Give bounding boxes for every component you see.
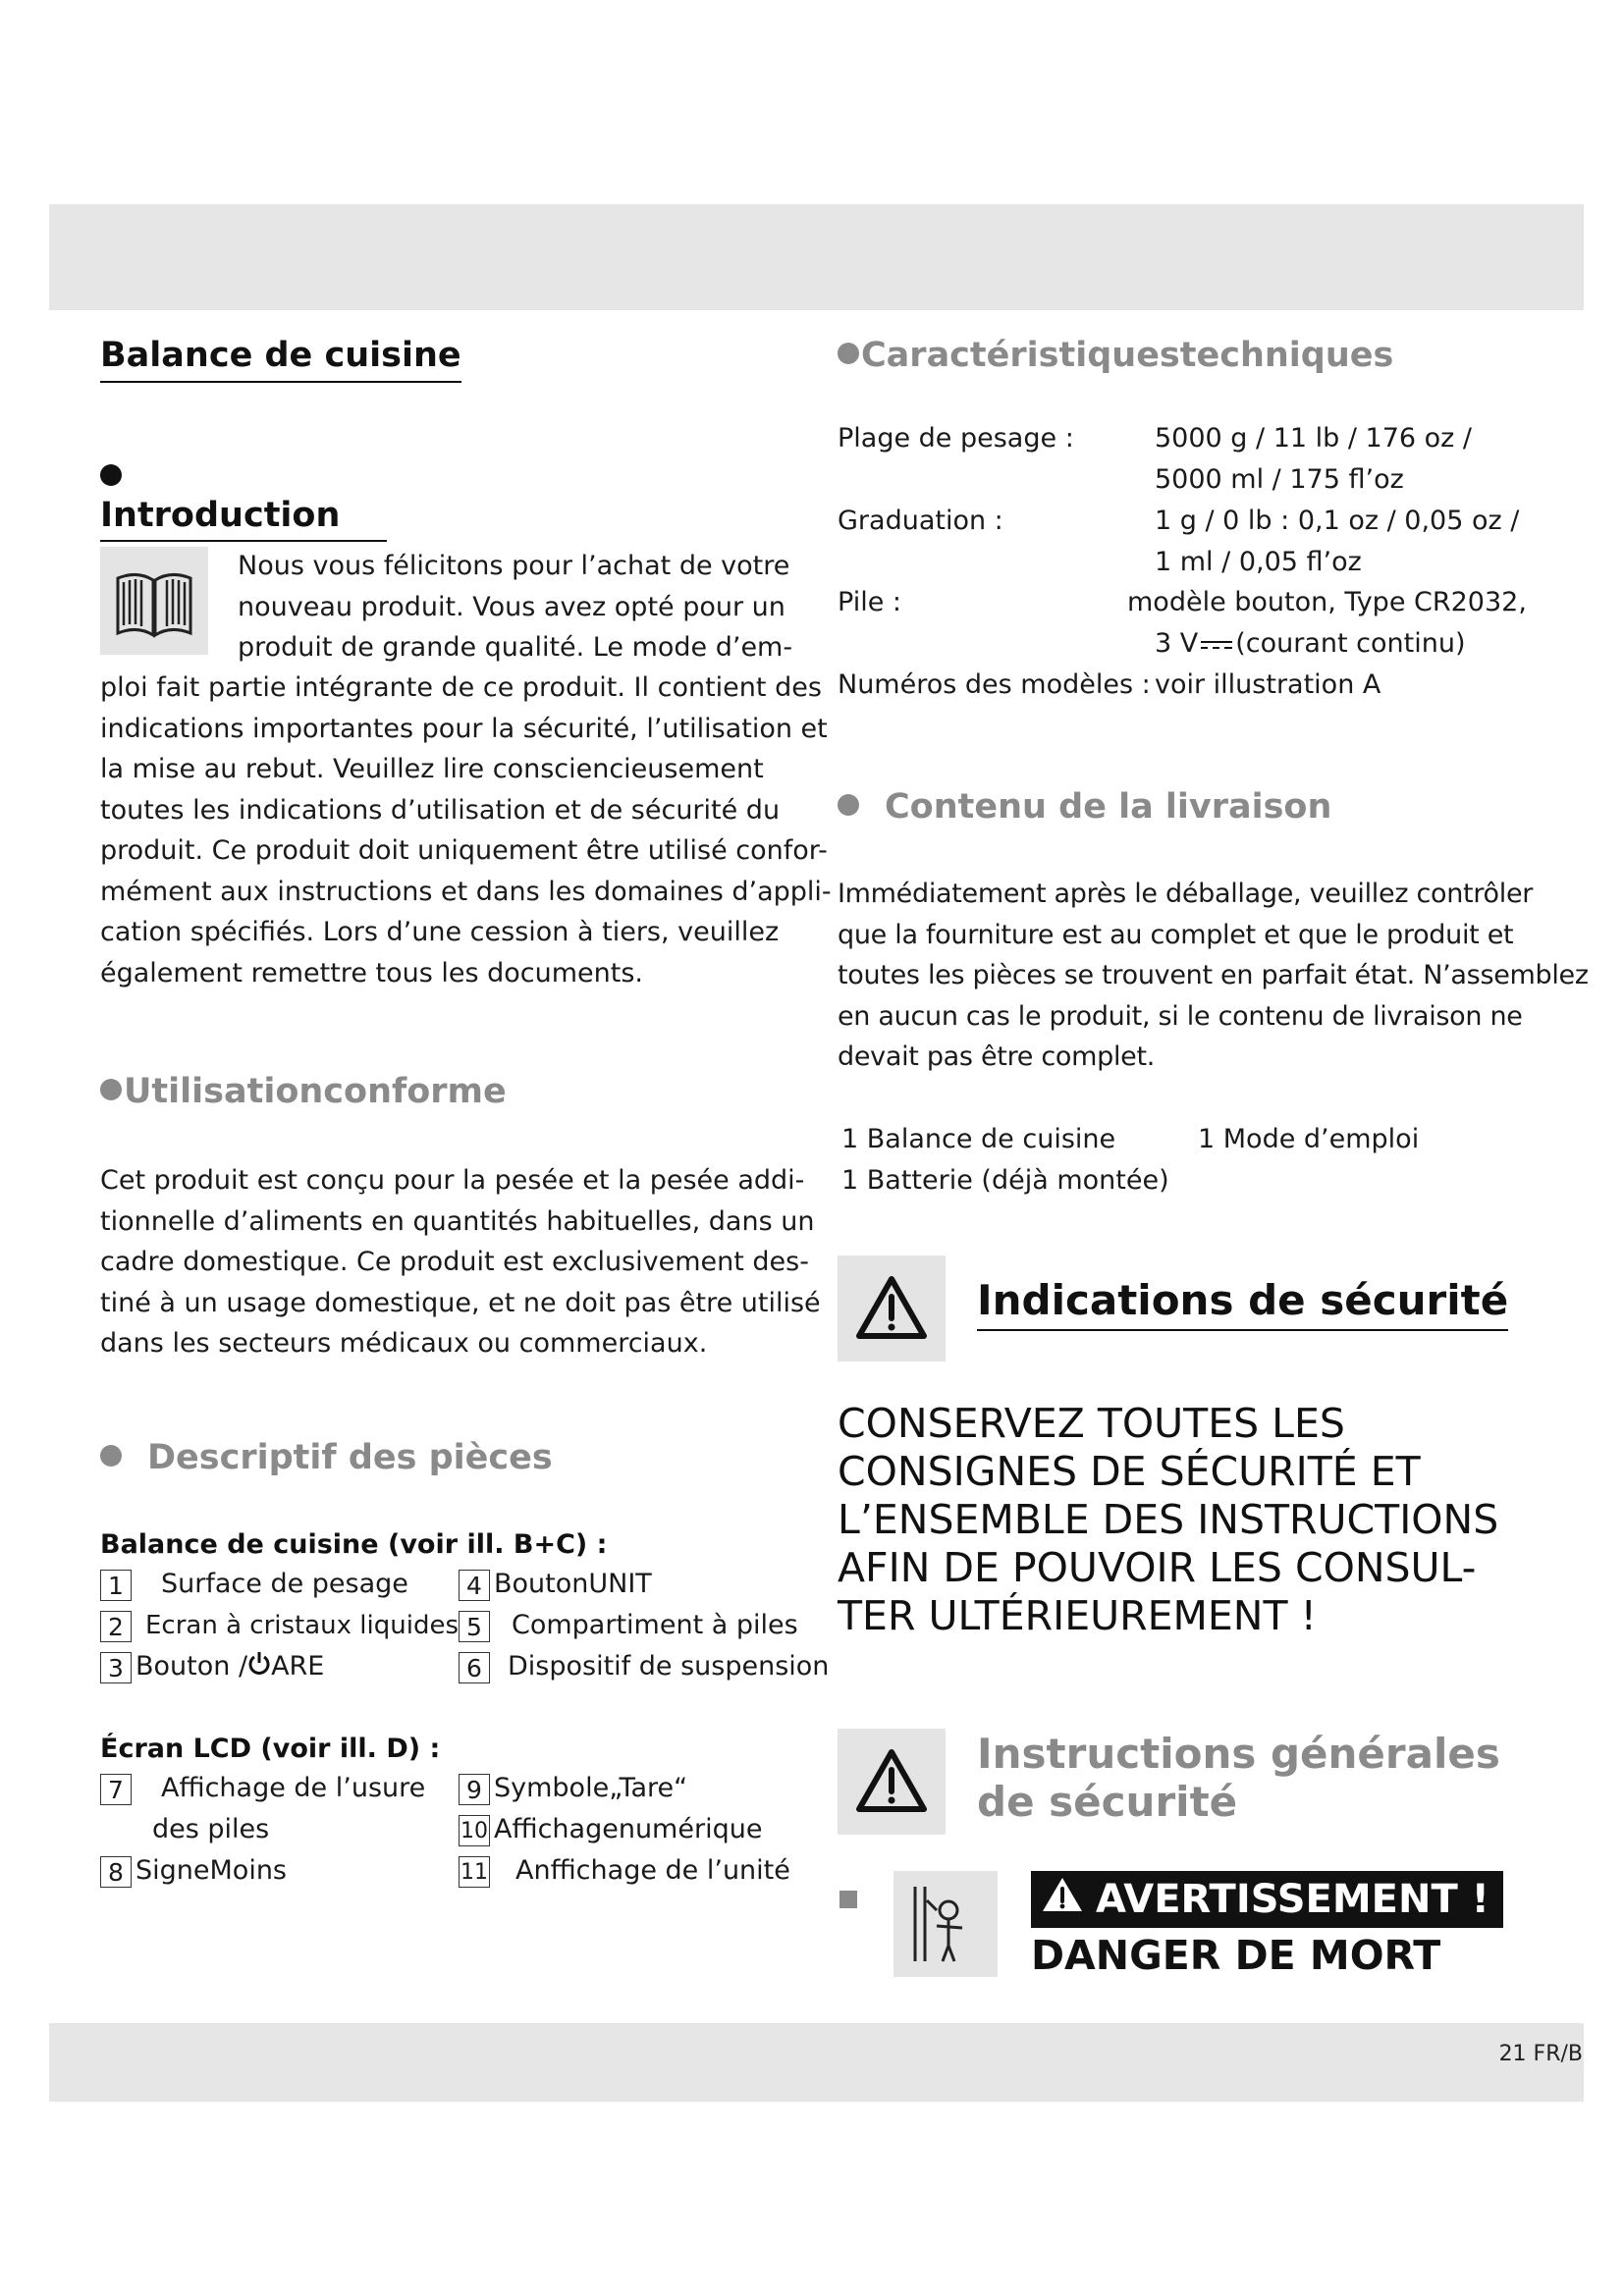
- part-item: 2 Ecran à cristaux liquides: [100, 1610, 459, 1642]
- spec-value: 5000 ml / 175 fl’oz: [1155, 464, 1404, 495]
- part-item: 10 Affichagenumérique: [460, 1814, 763, 1844]
- part-item: 4 BoutonUNIT: [459, 1569, 652, 1601]
- child-warning-icon: [893, 1871, 998, 1977]
- part-item: 8 SigneMoins: [100, 1855, 287, 1888]
- securite-caps-text: CONSERVEZ TOUTES LES CONSIGNES DE SÉCURITÉ ET L’ENSEMBLE DES INSTRUCTIONS AFIN DE POUVOIR LES CONSUL- TER ULTÉRIEUREMENT !: [838, 1400, 1499, 1639]
- header-band: [49, 204, 1584, 310]
- spec-label: Pile :: [838, 587, 901, 617]
- securite-heading: Indications de sécurité: [977, 1278, 1508, 1331]
- spec-value: voir illustration A: [1155, 669, 1381, 700]
- contenu-text: Immédiatement après le déballage, veuillez contrôler que la fourniture est au complet et que le produit et toutes les pièces se trouvent en parfait état. N’assemblez en aucun cas le produit, si le contenu de livraison ne devait pas être complet.: [838, 879, 1589, 1072]
- bullet-icon: [100, 464, 122, 486]
- spec-value: 3 V (courant continu): [1155, 628, 1466, 659]
- intro-text: ploi fait partie intégrante de ce produit. Il contient des indications importantes pour la sécurité, l’utilisation et la mise au rebut. Veuillez lire consciencieusement toutes les indications d’utilisation et de sécurité du produit. Ce produit doit uniquement être utilisé confor- mément aux instructions et dans les domaines d’appli- cation spécifiés. Lors d’une cession à tiers, veuillez également remettre tous les documents.: [100, 672, 832, 988]
- list-item: 1 Balance de cuisine: [841, 1124, 1116, 1154]
- balance-subheading: Balance de cuisine (voir ill. B+C) :: [100, 1529, 608, 1560]
- dc-current-icon: [1200, 629, 1233, 660]
- bullet-icon: [838, 343, 859, 364]
- lcd-subheading: Écran LCD (voir ill. D) :: [100, 1734, 441, 1764]
- contenu-items: [841, 1119, 1169, 1201]
- footer-band: [49, 2023, 1584, 2102]
- page-number: 21 FR/B: [1498, 2042, 1583, 2066]
- document-title: Balance de cuisine: [100, 337, 461, 383]
- warning-triangle-icon: [838, 1255, 946, 1362]
- spec-value: modèle bouton, Type CR2032,: [1127, 587, 1527, 617]
- contenu-heading: Contenu de la livraison: [838, 788, 1331, 827]
- descriptif-heading: Descriptif des pièces: [100, 1439, 553, 1477]
- part-item-continuation: des piles: [152, 1814, 270, 1844]
- part-item: 7 Affichage de l’usure: [100, 1773, 425, 1805]
- specs-heading: Caractéristiquestechniques: [838, 337, 1393, 375]
- spec-value: 1 g / 0 lb : 0,1 oz / 0,05 oz /: [1155, 506, 1520, 536]
- danger-text: DANGER DE MORT: [1031, 1932, 1441, 1979]
- part-item: 11 Anffichage de l’unité: [460, 1855, 790, 1886]
- power-icon: [247, 1651, 271, 1683]
- spec-label: Plage de pesage :: [838, 423, 1074, 454]
- spec-label: Graduation :: [838, 506, 1003, 536]
- spec-value: 1 ml / 0,05 fl’oz: [1155, 547, 1362, 577]
- list-item: 1 Batterie (déjà montée): [841, 1164, 1169, 1196]
- grey-square-bullet: [839, 1891, 857, 1908]
- book-icon: [100, 547, 208, 655]
- warning-triangle-icon: [1041, 1873, 1084, 1930]
- part-item: 6 Dispositif de suspension: [459, 1651, 829, 1683]
- avertissement-label: AVERTISSEMENT !: [1031, 1871, 1503, 1928]
- part-item: 3 Bouton / ARE: [100, 1651, 324, 1683]
- bullet-icon: [100, 1079, 122, 1100]
- bullet-icon: [838, 794, 859, 816]
- part-item: 9 Symbole„Tare“: [459, 1773, 687, 1805]
- introduction-heading: Introduction: [100, 458, 387, 542]
- utilisation-text: Cet produit est conçu pour la pesée et la pesée addi- tionnelle d’aliments en quantités habituelles, dans un cadre domestique. Ce produit est exclusivement des- tiné à un usage domestique, et ne doit pas être utilisé dans les secteurs médicaux ou commerciaux.: [100, 1165, 821, 1359]
- part-item: 1 Surface de pesage: [100, 1569, 408, 1601]
- utilisation-heading: Utilisationconforme: [100, 1073, 507, 1111]
- bullet-icon: [100, 1445, 122, 1467]
- contenu-items: [1198, 1119, 1419, 1160]
- intro-text-indented: Nous vous félicitons pour l’achat de votre nouveau produit. Vous avez opté pour un produit de grande qualité. Le mode d’em-: [238, 551, 793, 663]
- spec-value: 5000 g / 11 lb / 176 oz /: [1155, 423, 1473, 454]
- generales-heading: Instructions générales de sécurité: [977, 1730, 1500, 1826]
- warning-triangle-icon: [838, 1729, 946, 1835]
- list-item: 1 Mode d’emploi: [1198, 1124, 1420, 1154]
- spec-label: Numéros des modèles :: [838, 669, 1151, 700]
- part-item: 5 Compartiment à piles: [459, 1610, 798, 1642]
